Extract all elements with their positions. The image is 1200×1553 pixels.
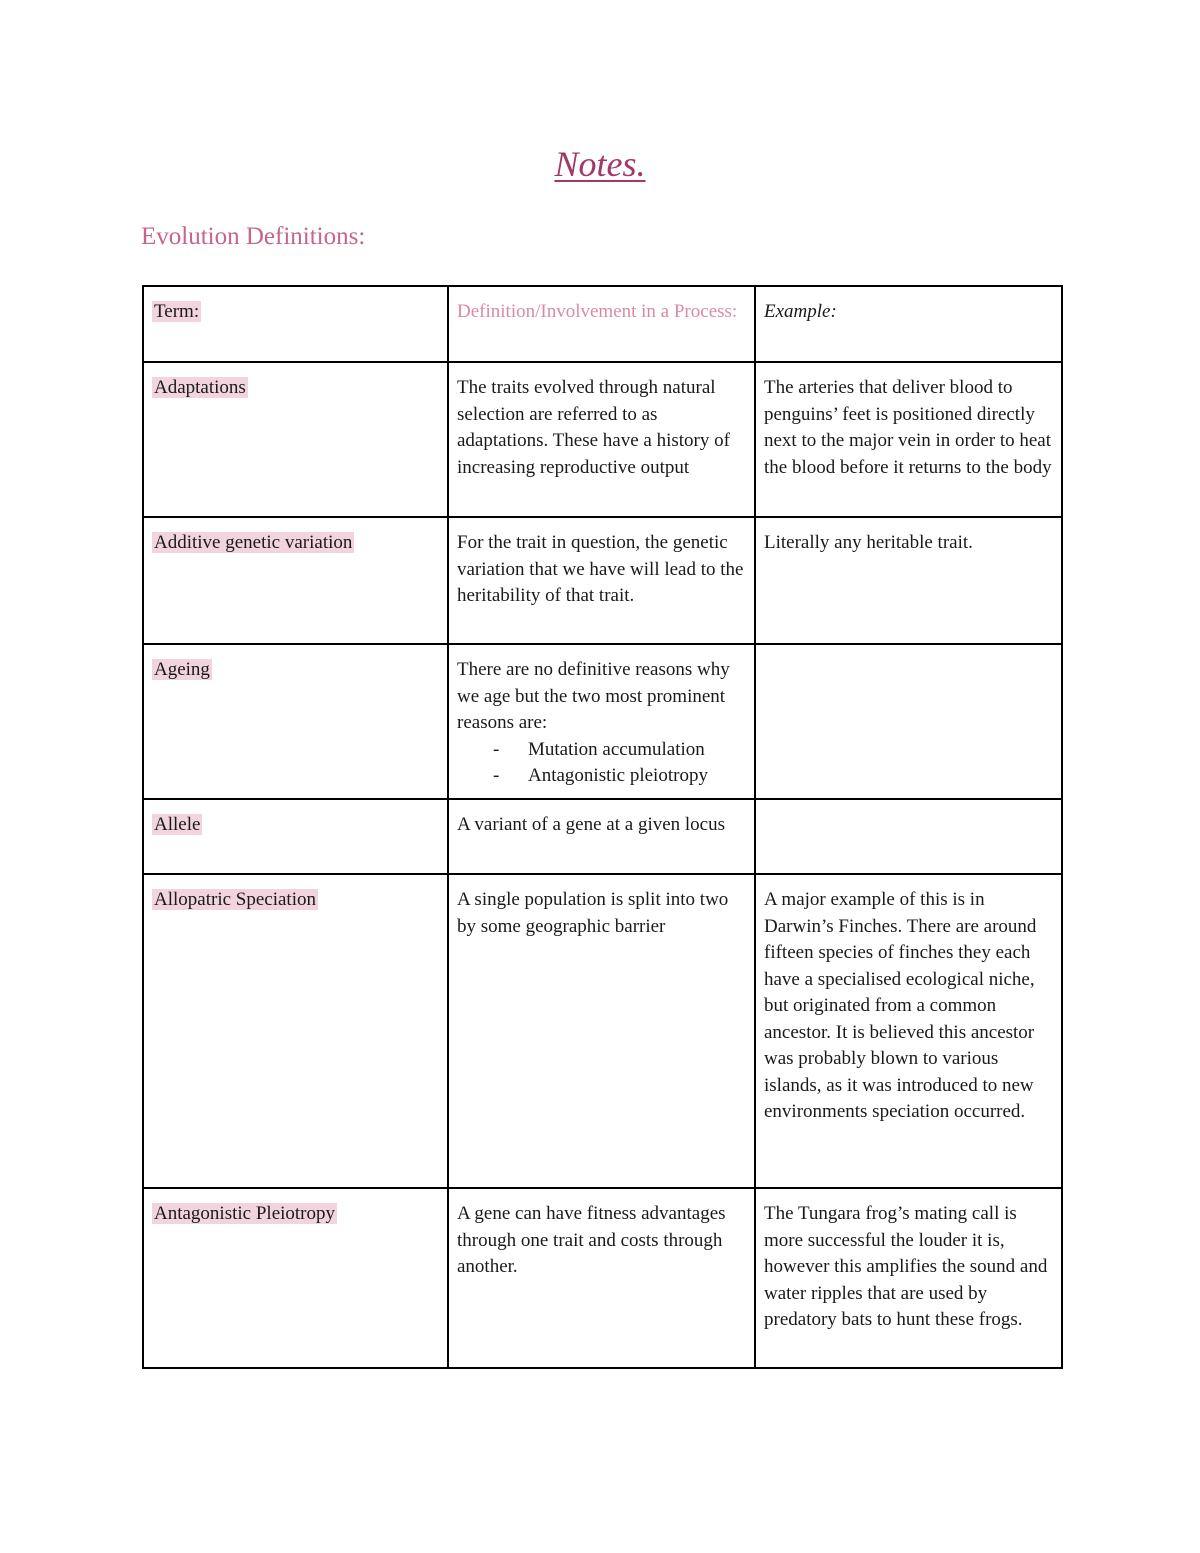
example-cell [755,362,1062,517]
example-cell [755,1188,1062,1368]
table-row [143,874,1062,1188]
definition-cell [448,799,755,874]
term-cell [143,1188,448,1368]
definition-text: A variant of a gene at a given locus [457,814,726,835]
example-text: The arteries that deliver blood to penguins’ feet is positioned directly next to the major vein in order to heat the blood before it returns to the body [764,377,1052,478]
example-text: A major example of this is in Darwin’s Finches. There are around fifteen species of finches they each have a specialised ecological niche, but originated from a common ancestor. It is believed this ancestor was probably blown to various islands, as it was introduced to new environments speciation occurred. [764,889,1037,1122]
definition-cell [448,1188,755,1368]
table-row [143,799,1062,874]
table-row [143,1188,1062,1368]
term-cell [143,517,448,644]
term-cell [143,644,448,799]
header-term-cell [143,286,448,362]
table-row [143,517,1062,644]
definition-text: There are no definitive reasons why we age but the two most prominent reasons are: [457,659,730,733]
term-label: Adaptations [154,377,246,398]
term-label: Additive genetic variation [154,532,353,553]
example-cell [755,874,1062,1188]
list-item: - Mutation accumulation [493,737,746,764]
definition-text: The traits evolved through natural selection are referred to as adaptations. These have a history of increasing reproductive output [457,377,730,478]
list-item: - Antagonistic pleiotropy [493,763,746,790]
header-example: Example: [764,301,837,322]
example-cell [755,644,1062,799]
section-heading: Evolution Definitions: [141,223,366,250]
definition-cell [448,517,755,644]
header-definition-cell [448,286,755,362]
example-text: Literally any heritable trait. [764,532,973,553]
term-label: Antagonistic Pleiotropy [154,1203,336,1224]
definition-list [457,737,746,790]
term-label: Allele [154,814,201,835]
term-cell [143,799,448,874]
page-title: Notes. [554,144,646,184]
definitions-table [142,285,1063,1369]
header-example-cell [755,286,1062,362]
table-header-row [143,286,1062,362]
term-label: Ageing [154,659,210,680]
definition-cell [448,874,755,1188]
term-cell [143,362,448,517]
example-cell [755,517,1062,644]
definition-text: A single population is split into two by some geographic barrier [457,889,729,937]
example-cell [755,799,1062,874]
table-row [143,362,1062,517]
example-text: The Tungara frog’s mating call is more successful the louder it is, however this amplifies the sound and water ripples that are used by predatory bats to hunt these frogs. [764,1203,1048,1330]
header-term: Term: [154,301,200,322]
header-definition: Definition/Involvement in a Process: [457,301,738,322]
definition-cell [448,644,755,799]
definition-text: A gene can have fitness advantages through one trait and costs through another. [457,1203,726,1277]
definition-text: For the trait in question, the genetic variation that we have will lead to the heritability of that trait. [457,532,744,606]
definition-cell [448,362,755,517]
term-label: Allopatric Speciation [154,889,316,910]
term-cell [143,874,448,1188]
table-row [143,644,1062,799]
